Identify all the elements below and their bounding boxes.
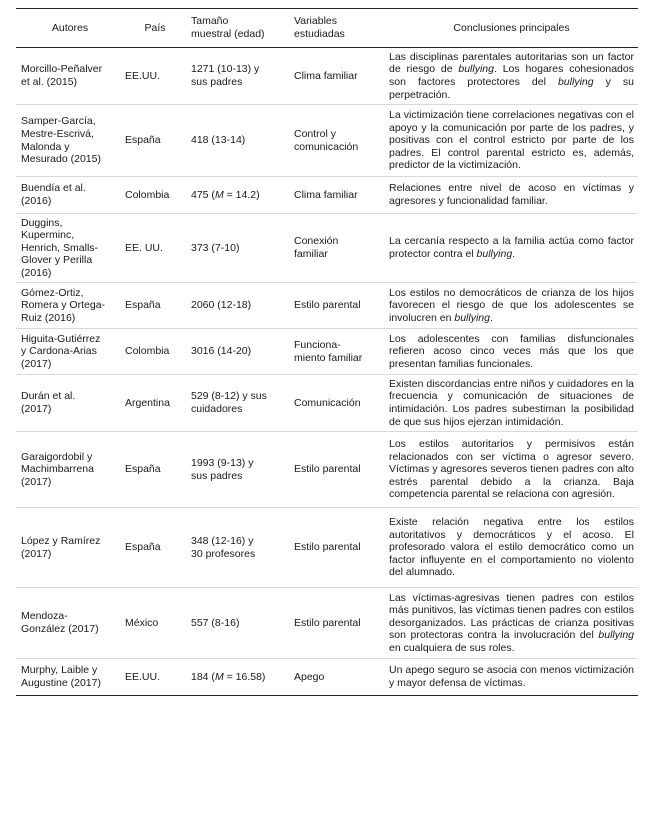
cell-variables [291,48,385,105]
cell-autores [16,329,122,375]
table-row [16,329,638,375]
conclusion-italic: bullying [557,76,594,88]
header-variables [291,9,385,48]
variables-line: familiar [294,248,328,260]
cell-pais: España [122,432,188,508]
tamano-line: 529 (8-12) y sus [191,390,267,403]
cell-pais: Colombia [122,329,188,375]
autores-line: Ruiz (2016) [21,311,76,324]
autores-line: Buendía et al. [21,182,86,195]
cell-conclusiones [385,329,638,375]
conclusion-italic: bullying [476,248,513,260]
tamano-italic: M [214,670,224,683]
variables-line: Comunicación [294,396,361,409]
variables-line: Clima familiar [294,188,358,201]
cell-autores [16,659,122,696]
variables-line: Estilo parental [294,541,361,554]
autores-line: (2017) [21,403,52,415]
autores-line: Kuperminc, [21,229,75,242]
tamano-line: 1271 (10-13) y [191,63,260,76]
conclusion-text: La victimización tiene correlaciones negativas con el apoyo y la comunicación por parte de los padres, y positivas con el control estricto por parte de los padres. El control parental estricto es, además, predictor de la victimización. [389,109,634,172]
cell-tamano [188,105,291,177]
header-row [16,9,638,48]
variables-line: Apego [294,670,325,683]
autores-line: Augustine (2017) [21,677,101,689]
studies-table [16,8,638,696]
variables-line: Control y [294,127,337,140]
autores-line: Mendoza- [21,610,68,623]
table-row [16,214,638,283]
conclusion-text: Los adolescentes con familias disfuncionales refieren acoso cinco veces más que los que presentan familias funcionales. [389,332,634,370]
autores-line: López y Ramírez [21,534,101,547]
autores-line: (2017) [21,357,52,370]
variables-line: Estilo parental [294,616,361,629]
cell-variables [291,432,385,508]
header-tamano-line1: Tamaño [191,15,229,28]
conclusion-text: Existen discordancias entre niños y cuidadores en la frecuencia y comunicación de situaciones de intimidación. Los padres subestiman la posibilidad de que sus hijos ejerzan intimidación. [389,377,634,428]
autores-line: (2017) [21,475,52,488]
cell-pais: España [122,105,188,177]
autores-line: Mestre-Escrivá, [21,127,94,140]
cell-conclusiones [385,432,638,508]
cell-tamano [188,177,291,214]
conclusion-text: La cercanía respecto a la familia actúa como factor protector contra el [389,235,634,260]
conclusion-italic: bullying [454,311,490,324]
variables-line: comunicación [294,140,359,153]
conclusion-text: Un apego seguro se asocia con menos victimización y mayor defensa de víctimas. [389,664,634,689]
tamano-italic: M [214,188,224,201]
header-conclusiones: Conclusiones principales [385,9,638,48]
cell-autores [16,48,122,105]
conclusion-text: . [489,311,493,324]
conclusion-text: y su perpetración. [389,76,634,101]
cell-pais: Colombia [122,177,188,214]
cell-conclusiones [385,105,638,177]
table-row [16,588,638,659]
cell-pais: México [122,588,188,659]
autores-line: Morcillo-Peñalver [21,63,103,76]
variables-line: miento familiar [294,351,363,364]
autores-line: Machimbarrena [21,463,94,476]
cell-conclusiones [385,588,638,659]
table-row [16,283,638,329]
tamano-line: 184 (M = 16.58) [191,670,266,683]
cell-tamano [188,48,291,105]
autores-line: (2016) [21,195,52,207]
autores-line: Gómez-Ortiz, [21,286,84,299]
cell-autores [16,432,122,508]
cell-autores [16,214,122,283]
conclusion-text: en cualquiera de sus roles. [389,641,515,654]
autores-line: Samper-García, [21,115,96,128]
table-row [16,177,638,214]
autores-line: Henrich, Smalls- [21,241,99,254]
cell-autores [16,375,122,432]
cell-pais: EE.UU. [122,48,188,105]
autores-line: Durán et al. [21,390,76,403]
tamano-line: 348 (12-16) y [191,534,254,547]
header-pais: País [122,9,188,48]
header-tamano [188,9,291,48]
autores-line: Murphy, Laible y [21,664,98,677]
table-row [16,375,638,432]
cell-pais: Argentina [122,375,188,432]
variables-line: Estilo parental [294,463,361,476]
cell-autores [16,105,122,177]
tamano-line: sus padres [191,76,243,88]
tamano-line: 373 (7-10) [191,241,240,254]
table-row [16,432,638,508]
cell-conclusiones [385,375,638,432]
variables-line: Conexión [294,235,339,248]
autores-line: (2017) [21,547,52,560]
autores-line: y Cardona-Arias [21,345,97,358]
tamano-line: 3016 (14-20) [191,345,252,358]
cell-pais: España [122,508,188,588]
cell-conclusiones [385,283,638,329]
cell-tamano [188,588,291,659]
table-row [16,508,638,588]
conclusion-text: Los estilos no democráticos de crianza de los hijos favorecen el riesgo de que los adolescentes se involucren en [389,286,634,324]
table-header [16,9,638,48]
cell-tamano [188,283,291,329]
autores-line: et al. (2015) [21,76,78,88]
cell-variables [291,177,385,214]
cell-variables [291,659,385,696]
table-body [16,48,638,696]
cell-conclusiones [385,508,638,588]
autores-line: (2016) [21,266,52,279]
conclusion-text: Las disciplinas parentales autoritarias son un factor de riesgo de [389,50,634,76]
cell-pais: EE.UU. [122,659,188,696]
cell-tamano [188,508,291,588]
cell-variables [291,214,385,283]
cell-tamano [188,329,291,375]
cell-pais: EE. UU. [122,214,188,283]
tamano-line: 30 profesores [191,547,256,560]
conclusion-text: Los estilos autoritarios y permisivos están relacionados con ser víctima o agresor severo. Víctimas y agresores severos tienen padres con alto estrés parental debido a la crianza. Baja competencia parental se relaciona con agresión. [389,438,634,501]
autores-line: Garaigordobil y [21,450,93,463]
tamano-line: cuidadores [191,403,243,415]
header-tamano-line2: muestral (edad) [191,28,265,40]
cell-autores [16,283,122,329]
header-autores: Autores [16,9,122,48]
variables-line: Estilo parental [294,299,361,312]
cell-autores [16,177,122,214]
table-row [16,105,638,177]
cell-variables [291,588,385,659]
tamano-line: 418 (13-14) [191,134,246,147]
cell-pais: España [122,283,188,329]
variables-line: Clima familiar [294,69,358,82]
autores-line: Glover y Perilla [21,254,93,267]
cell-variables [291,329,385,375]
conclusion-text: . [512,248,516,260]
autores-line: Mesurado (2015) [21,153,101,166]
conclusion-text: Existe relación negativa entre los estilos autoritativos y democráticos y el acoso. El profesorado valora el estilo democrático como un factor influyente en el comportamiento no violento del alumnado. [389,516,634,579]
table-row [16,48,638,105]
autores-line: Romera y Ortega- [21,299,106,312]
tamano-line: 557 (8-16) [191,616,240,629]
cell-conclusiones [385,48,638,105]
cell-tamano [188,214,291,283]
header-variables-line2: estudiadas [294,28,345,40]
cell-conclusiones [385,214,638,283]
cell-tamano [188,432,291,508]
table-row [16,659,638,696]
cell-variables [291,283,385,329]
conclusion-italic: bullying [458,63,494,76]
cell-conclusiones [385,177,638,214]
autores-line: Malonda y [21,140,70,153]
autores-line: Higuita-Gutiérrez [21,332,101,345]
tamano-line: sus padres [191,469,243,482]
tamano-line: 2060 (12-18) [191,299,252,312]
cell-autores [16,588,122,659]
cell-conclusiones [385,659,638,696]
conclusion-text: Las víctimas-agresivas tienen padres con estilos más punitivos, las víctimas tienen padres con estilos desorganizados. Las prácticas de crianza positivas son protectoras contra la involucración del [389,591,634,642]
variables-line: Funciona- [294,338,341,351]
cell-tamano [188,659,291,696]
conclusion-italic: bullying [598,629,634,642]
cell-variables [291,375,385,432]
cell-tamano [188,375,291,432]
tamano-line: 475 (M = 14.2) [191,188,260,201]
conclusion-text: . Los hogares cohesionados son factores protectores del [389,63,634,88]
cell-autores [16,508,122,588]
tamano-line: 1993 (9-13) y [191,456,254,469]
cell-variables [291,508,385,588]
autores-line: Duggins, [21,216,63,229]
autores-line: González (2017) [21,623,99,635]
cell-variables [291,105,385,177]
header-variables-line1: Variables [294,15,337,28]
conclusion-text: Relaciones entre nivel de acoso en víctimas y agresores y funcionalidad familiar. [389,182,634,207]
